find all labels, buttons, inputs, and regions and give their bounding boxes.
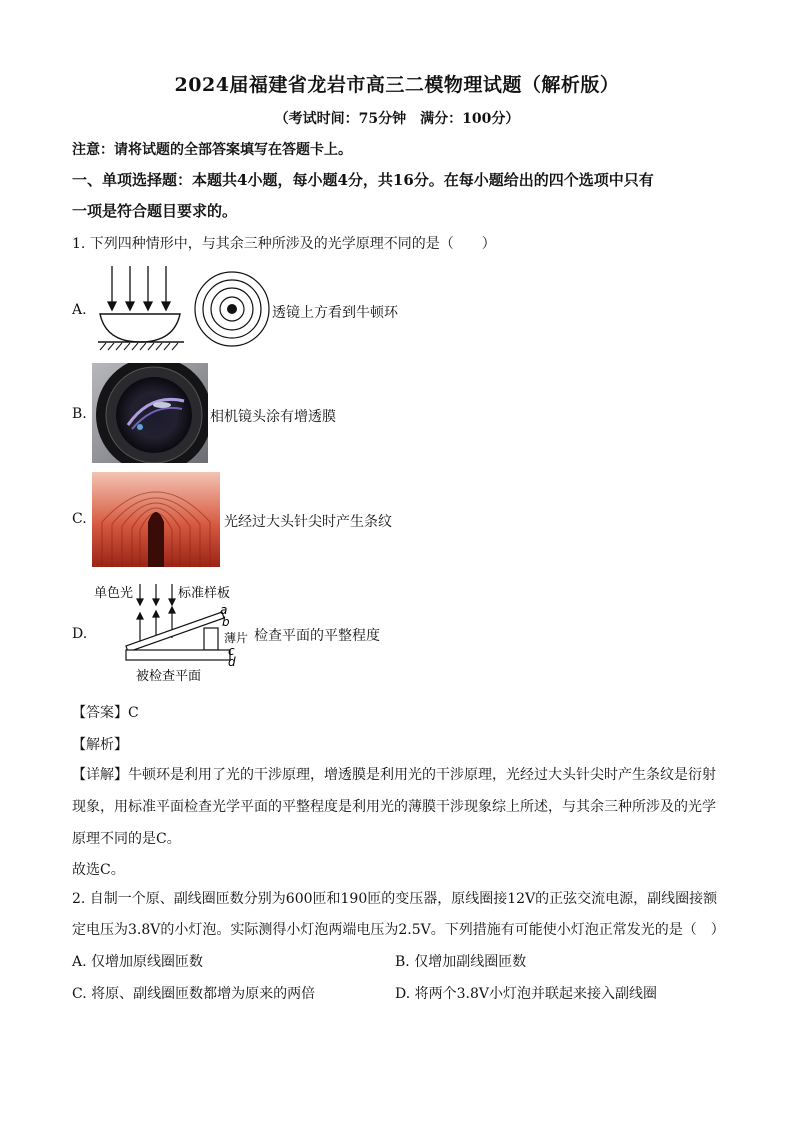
plano-convex-lens: [100, 314, 180, 342]
q1-option-c-letter: C.: [72, 511, 87, 527]
q1-stem: 1. 下列四种情形中，与其余三种所涉及的光学原理不同的是（ ）: [72, 236, 496, 252]
q1-option-b-letter: B.: [72, 406, 87, 422]
q1-answer: 【答案】C: [72, 705, 139, 721]
q1-option-d-text: 检查平面的平整程度: [254, 628, 380, 644]
q2-option-c-letter: C.: [72, 986, 87, 1002]
label-standard-plate: 标准样板: [178, 586, 231, 601]
camera-lens-photo: [92, 363, 208, 463]
label-d: d: [228, 655, 236, 669]
section-heading-line2: 一项是符合题目要求的。: [72, 202, 238, 220]
q2-stem-line1: 2. 自制一个原、副线圈匝数分别为600匝和190匝的变压器，原线圈接12V的正弦交流电源，副线圈接额: [72, 891, 718, 907]
q1-option-c-text: 光经过大头针尖时产生条纹: [224, 514, 392, 530]
q2-option-d-letter: D.: [395, 986, 411, 1002]
label-a: a: [220, 603, 228, 617]
q1-option-d-letter: D.: [72, 626, 88, 642]
label-monochromatic-light: 单色光: [94, 586, 134, 601]
q2-option-b-text: 仅增加副线圈匝数: [414, 954, 527, 970]
q1-option-a-text: 透镜上方看到牛顿环: [272, 305, 398, 321]
q2-option-b: [395, 952, 526, 972]
incident-light-arrows: [108, 266, 170, 310]
label-inspected-surface: 被检查平面: [136, 669, 202, 684]
section-heading-line1: 一、单项选择题：本题共4小题，每小题4分，共16分。在每小题给出的四个选项中只有: [72, 171, 654, 189]
q2-option-d: [395, 984, 657, 1004]
q2-option-d-text: 将两个3.8V小灯泡并联起来接入副线圈: [414, 986, 658, 1002]
q1-detail: 【详解】牛顿环是利用了光的干涉原理，增透膜是利用光的干涉原理，光经过大头针尖时产生条纹是衍射现象，用标准平面检查光学平面的平整程度是利用光的薄膜干涉现象综上所述，与其余三种所涉及的光学原理不同的是C。: [72, 767, 716, 847]
glass-base-hatch: [100, 343, 178, 350]
notice: 注意：请将试题的全部答案填写在答题卡上。: [72, 142, 352, 158]
inspected-surface: [126, 650, 230, 660]
q1-conclusion: 故选C。: [72, 862, 125, 878]
q2-stem-line2: 定电压为3.8V的小灯泡。实际测得小灯泡两端电压为2.5V。下列措施有可能使小灯泡正常发光的是（ ）: [72, 922, 725, 938]
q2-option-a: [72, 952, 203, 972]
label-b: b: [222, 615, 230, 629]
pin-diffraction-photo: [92, 472, 220, 567]
q1-analysis-label: 【解析】: [72, 737, 128, 753]
q2-option-a-letter: A.: [72, 954, 87, 970]
incident-light-arrows: [137, 584, 175, 605]
page-title: 2024届福建省龙岩市高三二模物理试题（解析版）: [174, 74, 620, 96]
q2-option-c: [72, 984, 315, 1004]
label-thin-sheet: 薄片: [224, 631, 249, 645]
thin-sheet: [204, 628, 218, 650]
q2-option-b-letter: B.: [395, 954, 410, 970]
q1-option-b-text: 相机镜头涂有增透膜: [210, 409, 336, 425]
label-c: c: [228, 644, 235, 658]
newton-ring-diagram: [94, 262, 274, 354]
q1-option-a-letter: A.: [72, 302, 87, 318]
flatness-test-diagram: [92, 580, 252, 686]
q2-option-c-text: 将原、副线圈匝数都增为原来的两倍: [91, 986, 316, 1002]
exam-info: （考试时间：75分钟 满分：100分）: [274, 111, 520, 127]
q2-option-a-text: 仅增加原线圈匝数: [91, 954, 204, 970]
